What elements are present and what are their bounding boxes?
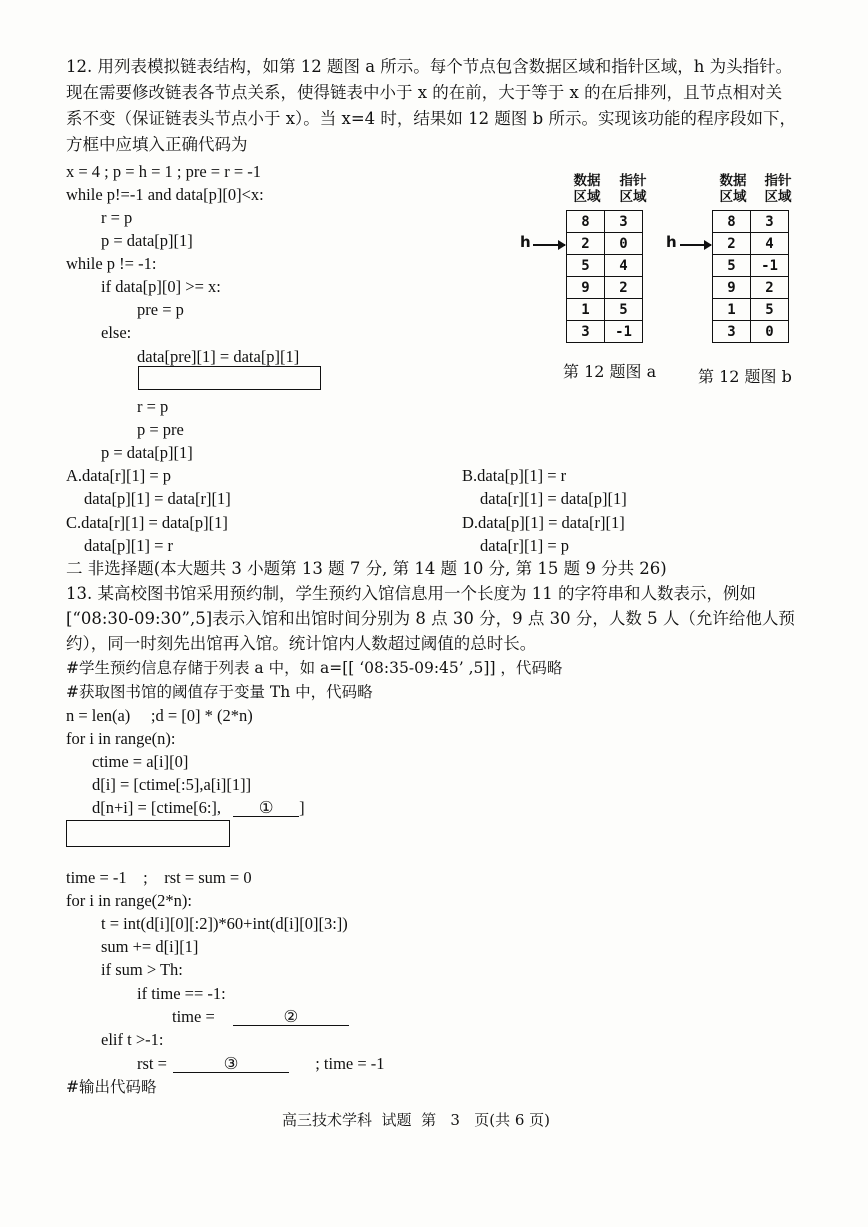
q12-answer-box[interactable] (138, 366, 321, 390)
q13-stem-line-3: 约），同一时刻先出馆再入馆。统计馆内人数超过阈值的总时长。 (66, 634, 537, 653)
section-2-heading: 二 非选择题(本大题共 3 小题第 13 题 7 分, 第 14 题 10 分, 第 15 题 9 分共 26) (66, 559, 667, 578)
q13-comment-3: #输出代码略 (66, 1078, 157, 1096)
q12-code-line: p = pre (137, 420, 184, 439)
pointer-cell: 4 (751, 233, 789, 255)
pointer-cell: 4 (605, 255, 643, 277)
pointer-cell: 0 (751, 321, 789, 343)
q12-code-line: x = 4 ; p = h = 1 ; pre = r = -1 (66, 162, 262, 181)
q13-code-text: ; time = -1 (315, 1054, 385, 1073)
table-row (713, 277, 789, 299)
q13-code-line: for i in range(2*n): (66, 891, 192, 910)
q13-code-line: if sum > Th: (101, 960, 183, 979)
fig-b-table (712, 210, 789, 343)
pointer-cell: 2 (605, 277, 643, 299)
q12-stem-line-2: 现在需要修改链表各节点关系，使得链表中小于 x 的在前，大于等于 x 的在后排列，且节点相对关 (66, 83, 783, 102)
pointer-cell: 3 (751, 211, 789, 233)
q12-code-line: r = p (137, 397, 169, 416)
option-a-line-1[interactable]: A.data[r][1] = p (66, 466, 172, 485)
q13-code-line: n = len(a) ;d = [0] * (2*n) (66, 706, 253, 725)
q13-code-line: ctime = a[i][0] (92, 752, 189, 771)
table-row (567, 233, 643, 255)
data-cell: 3 (567, 321, 605, 343)
fig-a-head-label: h (520, 233, 531, 251)
table-row (713, 211, 789, 233)
table-row (567, 321, 643, 343)
table-row (713, 255, 789, 277)
q13-code-line: for i in range(n): (66, 729, 176, 748)
blank-2[interactable]: ② (233, 1008, 349, 1026)
table-row (567, 255, 643, 277)
option-a-line-2: data[p][1] = data[r][1] (84, 489, 231, 508)
q13-stem-line-1: 13. 某高校图书馆采用预约制，学生预约入馆信息用一个长度为 11 的字符串和人数表示，例如 (66, 584, 756, 603)
option-d-line-1[interactable]: D.data[p][1] = data[r][1] (462, 513, 625, 532)
q12-code-line: r = p (101, 208, 133, 227)
q13-code-text: ] (299, 798, 305, 817)
fig-a-header-data: 数据 区域 (573, 173, 601, 205)
q13-code-line: time = -1 ; rst = sum = 0 (66, 868, 252, 887)
fig-b-head-arrow (680, 244, 711, 246)
pointer-cell: 5 (605, 299, 643, 321)
q13-comment-2: #获取图书馆的阈值存于变量 Th 中，代码略 (66, 683, 373, 701)
fig-a-caption: 第 12 题图 a (563, 362, 657, 381)
data-cell: 3 (713, 321, 751, 343)
q12-stem-line-1: 12. 用列表模拟链表结构，如第 12 题图 a 所示。每个节点包含数据区域和指针区域，h 为头指针。 (66, 57, 793, 76)
pointer-cell: 3 (605, 211, 643, 233)
data-cell: 5 (567, 255, 605, 277)
pointer-cell: 2 (751, 277, 789, 299)
q13-code-line (92, 796, 305, 819)
q12-code-line: pre = p (137, 300, 184, 319)
table-row (713, 299, 789, 321)
q12-code-line: data[pre][1] = data[p][1] (137, 347, 300, 366)
fig-b-caption: 第 12 题图 b (698, 367, 792, 386)
q13-code-line: t = int(d[i][0][:2])*60+int(d[i][0][3:]) (101, 914, 348, 933)
fig-a-head-arrow (533, 244, 565, 246)
table-row (713, 233, 789, 255)
option-d-line-2: data[r][1] = p (480, 536, 570, 555)
q13-code-line: elif t >-1: (101, 1030, 164, 1049)
q12-code-line: p = data[p][1] (101, 231, 193, 250)
q12-code-line: p = data[p][1] (101, 443, 193, 462)
page-footer: 高三技术学科 试题 第 3 页(共 6 页) (282, 1111, 551, 1129)
data-cell: 1 (567, 299, 605, 321)
pointer-cell: -1 (605, 321, 643, 343)
blank-3[interactable]: ③ (173, 1055, 289, 1073)
data-cell: 8 (567, 211, 605, 233)
q12-code-line: if data[p][0] >= x: (101, 277, 221, 296)
q13-code-line: sum += d[i][1] (101, 937, 199, 956)
q13-code-text: time = (172, 1007, 215, 1026)
data-cell: 9 (713, 277, 751, 299)
q12-code-line: while p != -1: (66, 254, 157, 273)
q13-answer-box[interactable] (66, 820, 230, 847)
table-row (567, 299, 643, 321)
q13-code-text: d[n+i] = [ctime[6:], (92, 798, 222, 817)
data-cell: 2 (713, 233, 751, 255)
option-c-line-1[interactable]: C.data[r][1] = data[p][1] (66, 513, 228, 532)
data-cell: 1 (713, 299, 751, 321)
pointer-cell: -1 (751, 255, 789, 277)
data-cell: 2 (567, 233, 605, 255)
fig-b-header-pointer: 指针 区域 (764, 173, 792, 205)
option-b-line-1[interactable]: B.data[p][1] = r (462, 466, 567, 485)
fig-a-header-pointer: 指针 区域 (619, 173, 647, 205)
pointer-cell: 5 (751, 299, 789, 321)
q12-code-line: while p!=-1 and data[p][0]<x: (66, 185, 264, 204)
pointer-cell: 0 (605, 233, 643, 255)
table-row (567, 211, 643, 233)
option-b-line-2: data[r][1] = data[p][1] (480, 489, 627, 508)
table-row (567, 277, 643, 299)
fig-b-header-data: 数据 区域 (719, 173, 747, 205)
q13-comment-1: #学生预约信息存储于列表 a 中，如 a=[[ ‘08:35-09:45’ ,5]] ，代码略 (66, 659, 563, 677)
option-c-line-2: data[p][1] = r (84, 536, 174, 555)
data-cell: 9 (567, 277, 605, 299)
q13-code-line (137, 1052, 385, 1075)
data-cell: 8 (713, 211, 751, 233)
data-cell: 5 (713, 255, 751, 277)
blank-1[interactable]: ① (233, 799, 299, 817)
fig-b-head-label: h (666, 233, 677, 251)
q13-code-line: d[i] = [ctime[:5],a[i][1]] (92, 775, 252, 794)
q13-code-line (172, 1005, 349, 1028)
q13-stem-line-2: [“08:30-09:30”,5]表示入馆和出馆时间分别为 8 点 30 分，9 点 30 分，人数 5 人（允许给他人预 (66, 609, 795, 628)
table-row (713, 321, 789, 343)
q12-code-line: else: (101, 323, 132, 342)
q12-stem-line-3: 系不变（保证链表头节点小于 x）。当 x=4 时，结果如 12 题图 b 所示。实现该功能的程序段如下， (66, 109, 796, 128)
q13-code-text: rst = (137, 1054, 167, 1073)
q13-code-line: if time == -1: (137, 984, 226, 1003)
fig-a-table (566, 210, 643, 343)
q12-stem-line-4: 方框中应填入正确代码为 (66, 135, 248, 154)
